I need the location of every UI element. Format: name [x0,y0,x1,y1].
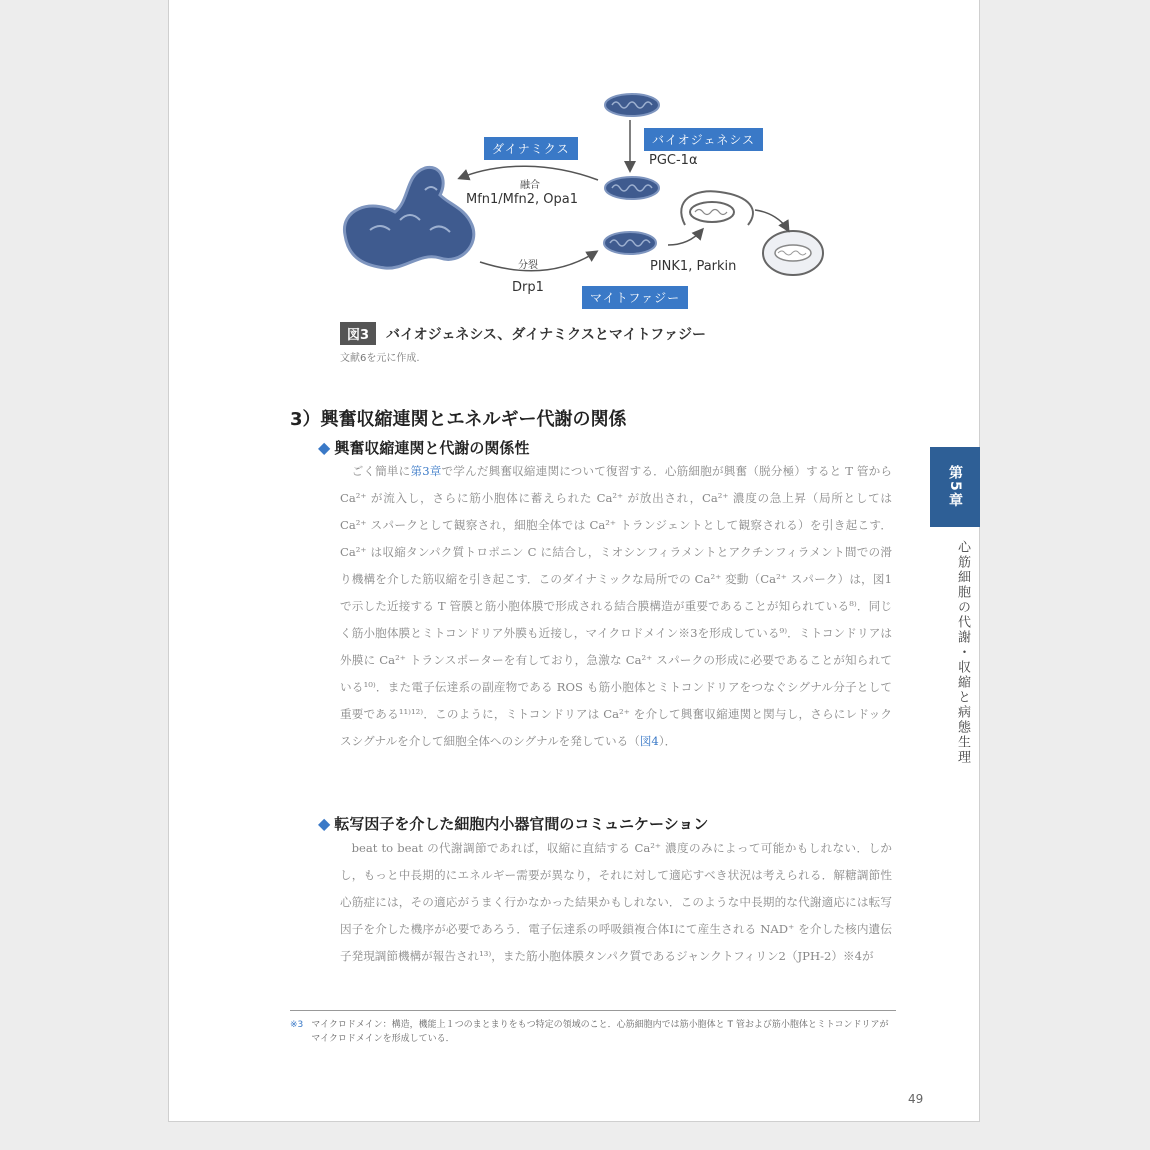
chapter-tab: 第5章 [930,447,980,527]
figure-3-diagram [300,80,860,310]
mitophagy-tag: マイトファジー [582,286,688,309]
subsection-heading-2 [318,813,708,834]
paragraph-1-part-a: ごく簡単に [351,464,411,478]
autophagosome-icon [681,191,753,225]
diamond-bullet-icon: ◆ [318,814,331,833]
fusion-label: 融合 [520,180,540,191]
paragraph-1 [340,458,892,755]
lysosome-arrow [755,210,788,230]
footnote-rule [290,1010,896,1011]
paragraph-2: beat to beat の代謝調節であれば，収縮に直結する Ca²⁺ 濃度のみによって可能かもしれない．しかし，もっと中長期的にエネルギー需要が異なり，それに対して適応すべき状況は考えられる．解糖調節性心筋症には，その適応がうまく行かなかった結果かもしれない．このような中長期的な代謝適応には転写因子を介した機序が必要であろう．電子伝達系の呼吸鎖複合体Ⅰにて産生される NAD⁺ を介した核内遺伝子発現調節機構が報告され¹³⁾，また筋小胞体膜タンパク質であるジャンクトフィリン2（JPH-2）※4が [340,841,892,963]
lysosome-icon [763,231,823,275]
paragraph-1-part-c: ）． [658,734,677,748]
fusion-factors: Mfn1/Mfn2, Opa1 [466,192,578,207]
chapter-title-vertical: 心筋細胞の代謝・収縮と病態生理 [955,540,970,765]
page-number: 49 [908,1092,924,1106]
footnote [290,1018,896,1046]
figure-caption [340,322,706,345]
dynamics-tag: ダイナミクス [484,137,578,160]
figure-title: バイオジェネシス、ダイナミクスとマイトファジー [386,326,706,343]
section-heading: 3）興奮収縮連関とエネルギー代謝の関係 [290,409,627,430]
footnote-text: マイクロドメイン：構造，機能上１つのまとまりをもつ特定の領域のこと．心筋細胞内では筋小胞体と T 管および筋小胞体とミトコンドリアがマイクロドメインを形成している． [311,1020,889,1044]
biogenesis-mitochondrion-icon [605,94,659,116]
figure-number: 図3 [340,322,376,345]
figure-4-reference-link[interactable]: 図4 [639,734,659,748]
fusion-mitochondrion-icon [605,177,659,199]
footnote-mark: ※3 [290,1020,304,1030]
fission-label: 分裂 [518,260,538,271]
chapter-3-reference-link[interactable]: 第3章 [410,464,442,478]
subsection-heading-2-text: 転写因子を介した細胞内小器官間のコミュニケーション [334,815,709,833]
mitochondria-diagram [300,80,860,310]
paragraph-1-part-b: で学んだ興奮収縮連関について復習する．心筋細胞が興奮（脱分極）すると T 管から Ca²⁺ が流入し，さらに筋小胞体に蓄えられた Ca²⁺ が放出され，Ca²⁺ 濃度の急上昇（局所としては Ca²⁺ スパークとして観察され，細胞全体では Ca²⁺ トランジェントとして観察される）を引き起こす．Ca²⁺ は収縮タンパク質トロポニン C に結合し，ミオシンフィラメントとアクチンフィラメント間での滑り機構を介した筋収縮を引き起こす．このダイナミックな局所での Ca²⁺ 変動（Ca²⁺ スパーク）は，図1で示した近接する T 管膜と筋小胞体膜で形成される結合膜構造が重要であることが知られている⁸⁾．同じく筋小胞体膜とミトコンドリア外膜も近接し，マイクロドメイン※3を形成している⁹⁾．ミトコンドリアは外膜に Ca²⁺ トランスポーターを有しており，急激な Ca²⁺ スパークの形成に必要であることが知られている¹⁰⁾．また電子伝達系の副産物である ROS も筋小胞体とミトコンドリアをつなぐシグナル分子として重要である¹¹⁾¹²⁾．このように，ミトコンドリアは Ca²⁺ を介して興奮収縮連関と関与し，さらにレドックスシグナルを介して細胞全体へのシグナルを発している（ [340,464,892,748]
mitophagy-factors: PINK1, Parkin [650,259,737,274]
figure-source: 文献6を元に作成. [340,353,420,364]
subsection-heading-1 [318,437,529,458]
biogenesis-tag: バイオジェネシス [644,128,763,151]
fission-arrow [480,252,596,271]
fission-factor: Drp1 [512,280,544,295]
fission-mitochondrion-icon [604,232,656,254]
biogenesis-factor: PGC-1α [649,153,698,168]
diamond-bullet-icon: ◆ [318,438,331,457]
fused-mitochondria-network-icon [344,167,473,268]
subsection-heading-1-text: 興奮収縮連関と代謝の関係性 [334,439,530,457]
mitophagy-arrow [668,230,702,245]
